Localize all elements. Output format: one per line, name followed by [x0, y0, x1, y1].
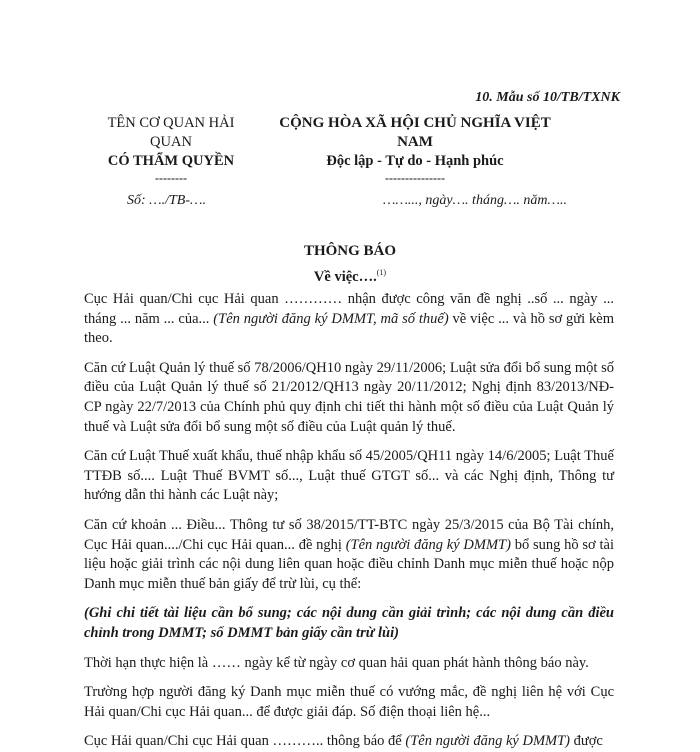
- form-code: 10. Mẫu số 10/TB/TXNK: [475, 90, 620, 105]
- paragraph-notice: [84, 732, 614, 752]
- paragraph-circular: [84, 516, 614, 594]
- national-divider: ---------------: [385, 171, 445, 185]
- p8-text: Cục Hải quan/Chi cục Hải quan ……….. thông báo để: [84, 733, 406, 750]
- p4-placeholder: (Tên người đăng ký DMMT): [345, 536, 511, 553]
- subject-text: Về việc….: [313, 268, 377, 285]
- subject-footnote-ref: (1): [376, 268, 387, 277]
- p1-text-end: về việc ... và hồ sơ gửi kèm theo.: [84, 310, 614, 347]
- p8-text-end: được: [570, 733, 603, 750]
- p4-text: Căn cứ khoản ... Điều... Thông tư số 38/2015/TT-BTC ngày 25/3/2015 của Bộ Tài chính, Cục Hải quan..../Chi cục Hải quan... đề nghị: [84, 516, 614, 553]
- paragraph-received: [84, 290, 614, 349]
- p4-text-end: bổ sung hồ sơ tài liệu hoặc giải trình các nội dung liên quan hoặc điều chỉnh Danh mục miễn thuế hoặc nộp Danh mục miễn thuế bản giấy để trừ lùi, cụ thể:: [84, 536, 614, 592]
- document-title: THÔNG BÁO: [303, 243, 397, 259]
- p8-placeholder: (Tên người đăng ký DMMT): [405, 733, 571, 750]
- p1-text: Cục Hải quan/Chi cục Hải quan ………… nhận được công văn đề nghị ..số ... ngày ... tháng ... năm ... của...: [84, 291, 614, 327]
- document-body: [84, 290, 614, 752]
- document-number: Số: …./TB-….: [127, 193, 206, 208]
- agency-header: [96, 114, 246, 185]
- national-motto: Độc lập - Tự do - Hạnh phúc: [326, 153, 504, 169]
- national-title: CỘNG HÒA XÃ HỘI CHỦ NGHĨA VIỆT NAM: [279, 115, 551, 150]
- agency-divider: --------: [155, 171, 187, 185]
- agency-authority: CÓ THẨM QUYỀN: [107, 153, 235, 169]
- agency-name: TÊN CƠ QUAN HẢI QUAN: [107, 115, 235, 150]
- p1-placeholder: (Tên người đăng ký DMMT, mã số thuế): [213, 310, 449, 327]
- paragraph-details-instruction: (Ghi chi tiết tài liệu cần bổ sung; các nội dung cần giải trình; các nội dung cần điều chỉnh trong DMMT; số DMMT bản giấy cần trừ lùi): [84, 605, 614, 641]
- paragraph-tax-admin-law: Căn cứ Luật Quản lý thuế số 78/2006/QH10 ngày 29/11/2006; Luật sửa đổi bổ sung một số điều của Luật Quản lý thuế số 21/2012/QH13 ngày 20/11/2012; Nghị định 83/2013/NĐ-CP ngày 22/7/2013 của Chính phủ quy định chi tiết thi hành một số điều của Luật Quản lý thuế và Luật sửa đổi bổ sung một số điều của Luật quản lý thuế.: [84, 359, 614, 435]
- paragraph-contact: Trường hợp người đăng ký Danh mục miễn thuế có vướng mắc, đề nghị liên hệ với Cục Hải quan/Chi cục Hải quan... để được giải đáp. Số điện thoại liên hệ...: [84, 684, 614, 720]
- document-subject: [0, 268, 700, 286]
- paragraph-deadline: Thời hạn thực hiện là …… ngày kể từ ngày cơ quan hải quan phát hành thông báo này.: [84, 654, 589, 671]
- paragraph-import-export-law: Căn cứ Luật Thuế xuất khẩu, thuế nhập khẩu số 45/2005/QH11 ngày 14/6/2005; Luật Thuế TTĐB số.... Luật Thuế BVMT số..., Luật thuế GTGT số... và các Nghị định, Thông tư hướng dẫn thi hành các Luật này;: [84, 448, 614, 504]
- national-header: [262, 114, 568, 185]
- document-date: ……..., ngày…. tháng…. năm…..: [383, 193, 567, 208]
